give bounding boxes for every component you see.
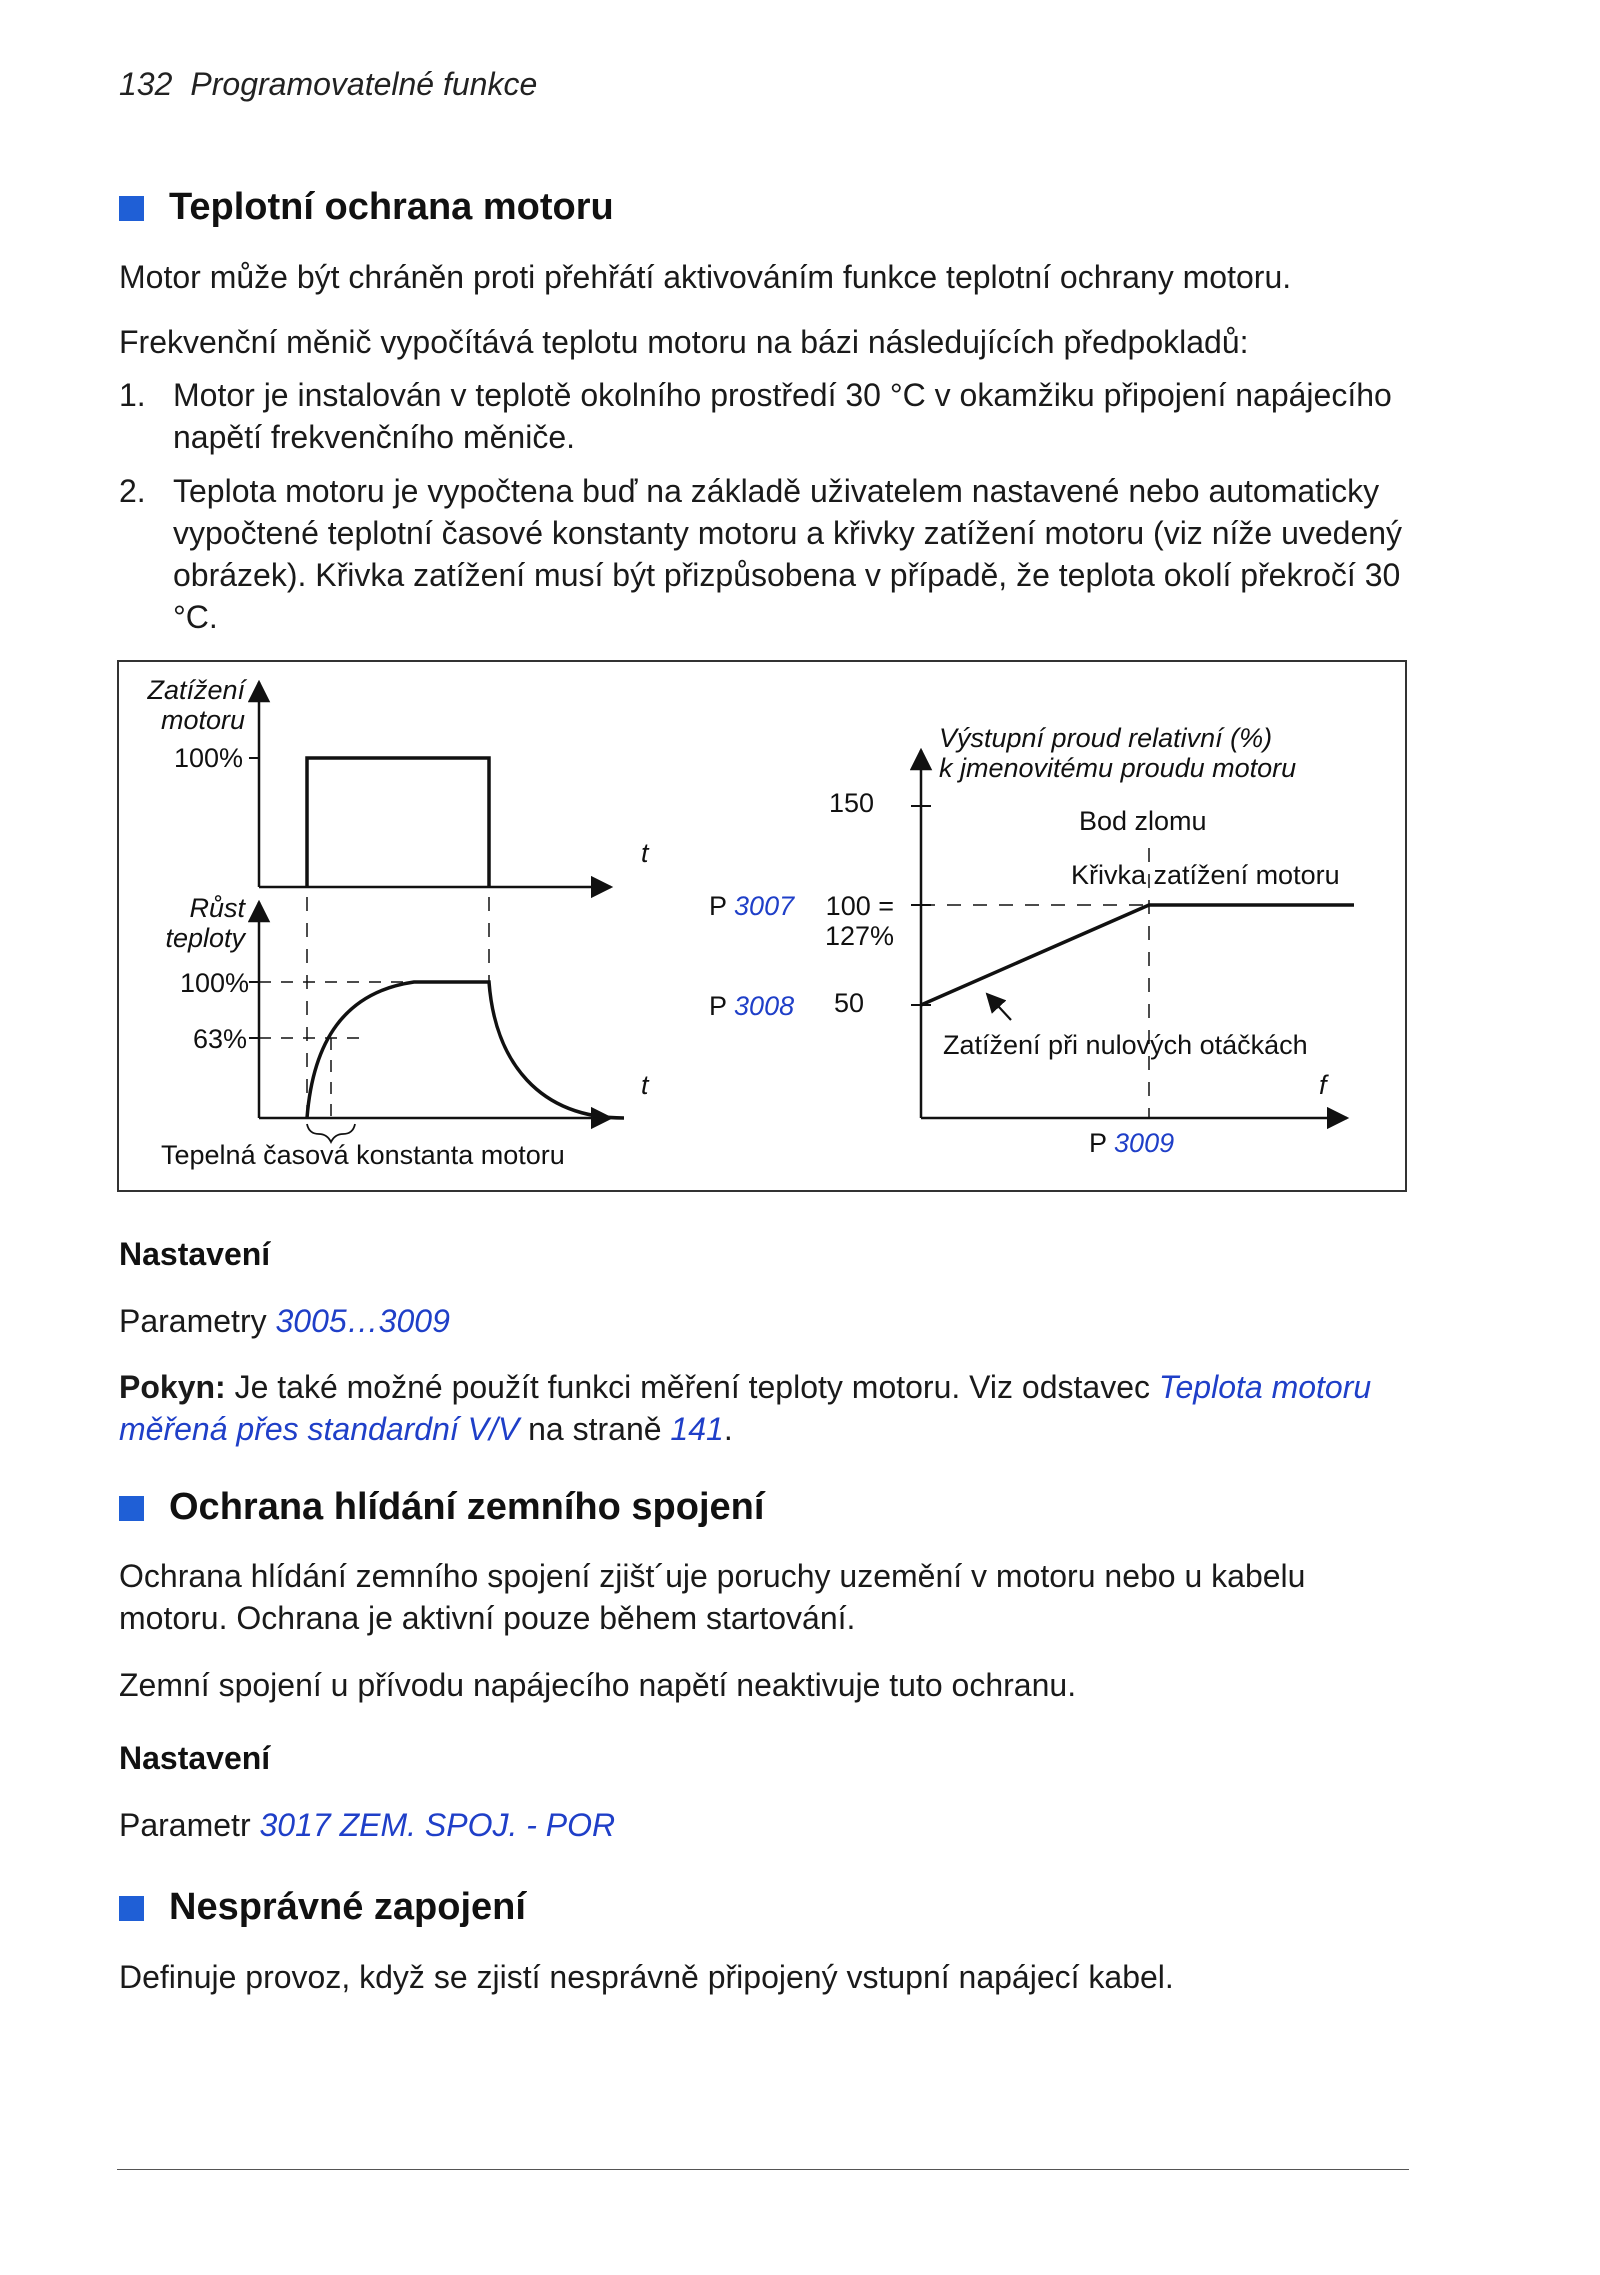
y127-label: 127% [824, 921, 894, 951]
paragraph: Zemní spojení u přívodu napájecího napětí neaktivuje tuto ochranu. [119, 1667, 1077, 1703]
motor-load-curve [921, 905, 1354, 1005]
time-constant-caption: Tepelná časová konstanta motoru [161, 1140, 565, 1170]
list-item [119, 374, 1409, 458]
paragraph: Frekvenční měnič vypočítává teplotu motoru na bázi následujících předpokladů: [119, 324, 1249, 360]
load-label-2: motoru [160, 705, 245, 735]
paragraph: Motor může být chráněn proti přehřátí aktivováním funkce teplotní ochrany motoru. [119, 259, 1292, 295]
page-number: 132 [119, 66, 173, 102]
footer-rule [117, 2169, 1409, 2170]
list-item [119, 470, 1409, 638]
zero-speed-arrow [987, 994, 1011, 1020]
settings-paragraph [119, 1804, 1409, 1846]
y50-label: 50 [833, 988, 864, 1018]
load-t-label: t [641, 838, 649, 868]
page-141-link[interactable]: 141 [670, 1411, 724, 1447]
note-label: Pokyn: [119, 1369, 226, 1405]
rise-label-1: Růst [189, 893, 245, 923]
rise-100-label: 100% [179, 968, 249, 998]
temperature-measurement-link[interactable]: Teplota motoru měřená přes standardní V/V [119, 1369, 1372, 1447]
list-number: 1. [119, 377, 146, 413]
heading-bullet-icon [119, 1496, 144, 1521]
p3008-link: 3008 [734, 991, 795, 1021]
page-header [119, 66, 537, 103]
note-text: Je také možné použít funkci měření teploty motoru. Viz odstavec [225, 1369, 1159, 1405]
section-heading-text: Ochrana hlídání zemního spojení [169, 1486, 765, 1528]
zero-speed-label: Zatížení při nulových otáčkách [943, 1030, 1308, 1060]
page-section-title: Programovatelné funkce [190, 66, 538, 102]
note-paragraph [119, 1366, 1409, 1450]
p3007-label: P 3007 [709, 891, 795, 921]
load-curve-label: Křivka zatížení motoru [1071, 860, 1340, 890]
temperature-curve [307, 982, 624, 1118]
load-pulse [307, 758, 489, 887]
y-title-2: k jmenovitému proudu motoru [939, 753, 1297, 783]
y-title-1: Výstupní proud relativní (%) [939, 723, 1273, 753]
list-number: 2. [119, 473, 146, 509]
rise-t-label: t [641, 1070, 649, 1100]
settings-heading: Nastavení [119, 1236, 271, 1272]
section-heading-text: Teplotní ochrana motoru [169, 186, 614, 228]
p3009-label: P 3009 [1089, 1128, 1175, 1158]
p3009-link: 3009 [1114, 1128, 1175, 1158]
list-text: Motor je instalován v teplotě okolního prostředí 30 °C v okamžiku připojení napájecího napětí frekvenčního měniče. [173, 377, 1392, 455]
heading-bullet-icon [119, 1896, 144, 1921]
section-heading [119, 186, 614, 229]
y150-label: 150 [828, 788, 874, 818]
y100-label: 100 = [825, 891, 894, 921]
settings-heading: Nastavení [119, 1740, 271, 1776]
parameter-3017-link[interactable]: 3017 ZEM. SPOJ. - POR [259, 1807, 616, 1843]
break-point-label: Bod zlomu [1079, 806, 1207, 836]
rise-63-label: 63% [192, 1024, 247, 1054]
numbered-list [119, 374, 1409, 650]
p3008-label: P 3008 [709, 991, 795, 1021]
paragraph: Ochrana hlídání zemního spojení zjišt´uje poruchy uzemění v motoru nebo u kabelu motoru. Ochrana je aktivní pouze během startování. [119, 1558, 1306, 1636]
note-mid: na straně [519, 1411, 671, 1447]
load-100-label: 100% [173, 743, 243, 773]
heading-bullet-icon [119, 196, 144, 221]
paragraph: Definuje provoz, když se zjistí nesprávně připojený vstupní napájecí kabel. [119, 1959, 1174, 1995]
list-text: Teplota motoru je vypočtena buď na základě uživatelem nastavené nebo automaticky vypočtené teplotní časové konstanty motoru a křivky zatížení motoru (viz níže uvedený obrázek). Křivka zatížení musí být přizpůsobena v případě, že teplota okolí překročí 30 °C. [173, 473, 1403, 635]
p3007-link: 3007 [734, 891, 795, 921]
settings-prefix: Parametry [119, 1303, 276, 1339]
section-heading [119, 1486, 764, 1529]
settings-paragraph [119, 1300, 1409, 1342]
section-heading-text: Nesprávné zapojení [169, 1886, 526, 1928]
settings-prefix: Parametr [119, 1807, 260, 1843]
f-axis-label: f [1319, 1070, 1327, 1100]
parameters-link[interactable]: 3005…3009 [275, 1303, 450, 1339]
note-end: . [723, 1411, 733, 1447]
rise-label-2: teploty [165, 923, 245, 953]
motor-thermal-figure [117, 660, 1407, 1192]
figure-diagram [119, 662, 1409, 1194]
load-label-1: Zatížení [147, 675, 245, 705]
section-heading [119, 1886, 526, 1929]
